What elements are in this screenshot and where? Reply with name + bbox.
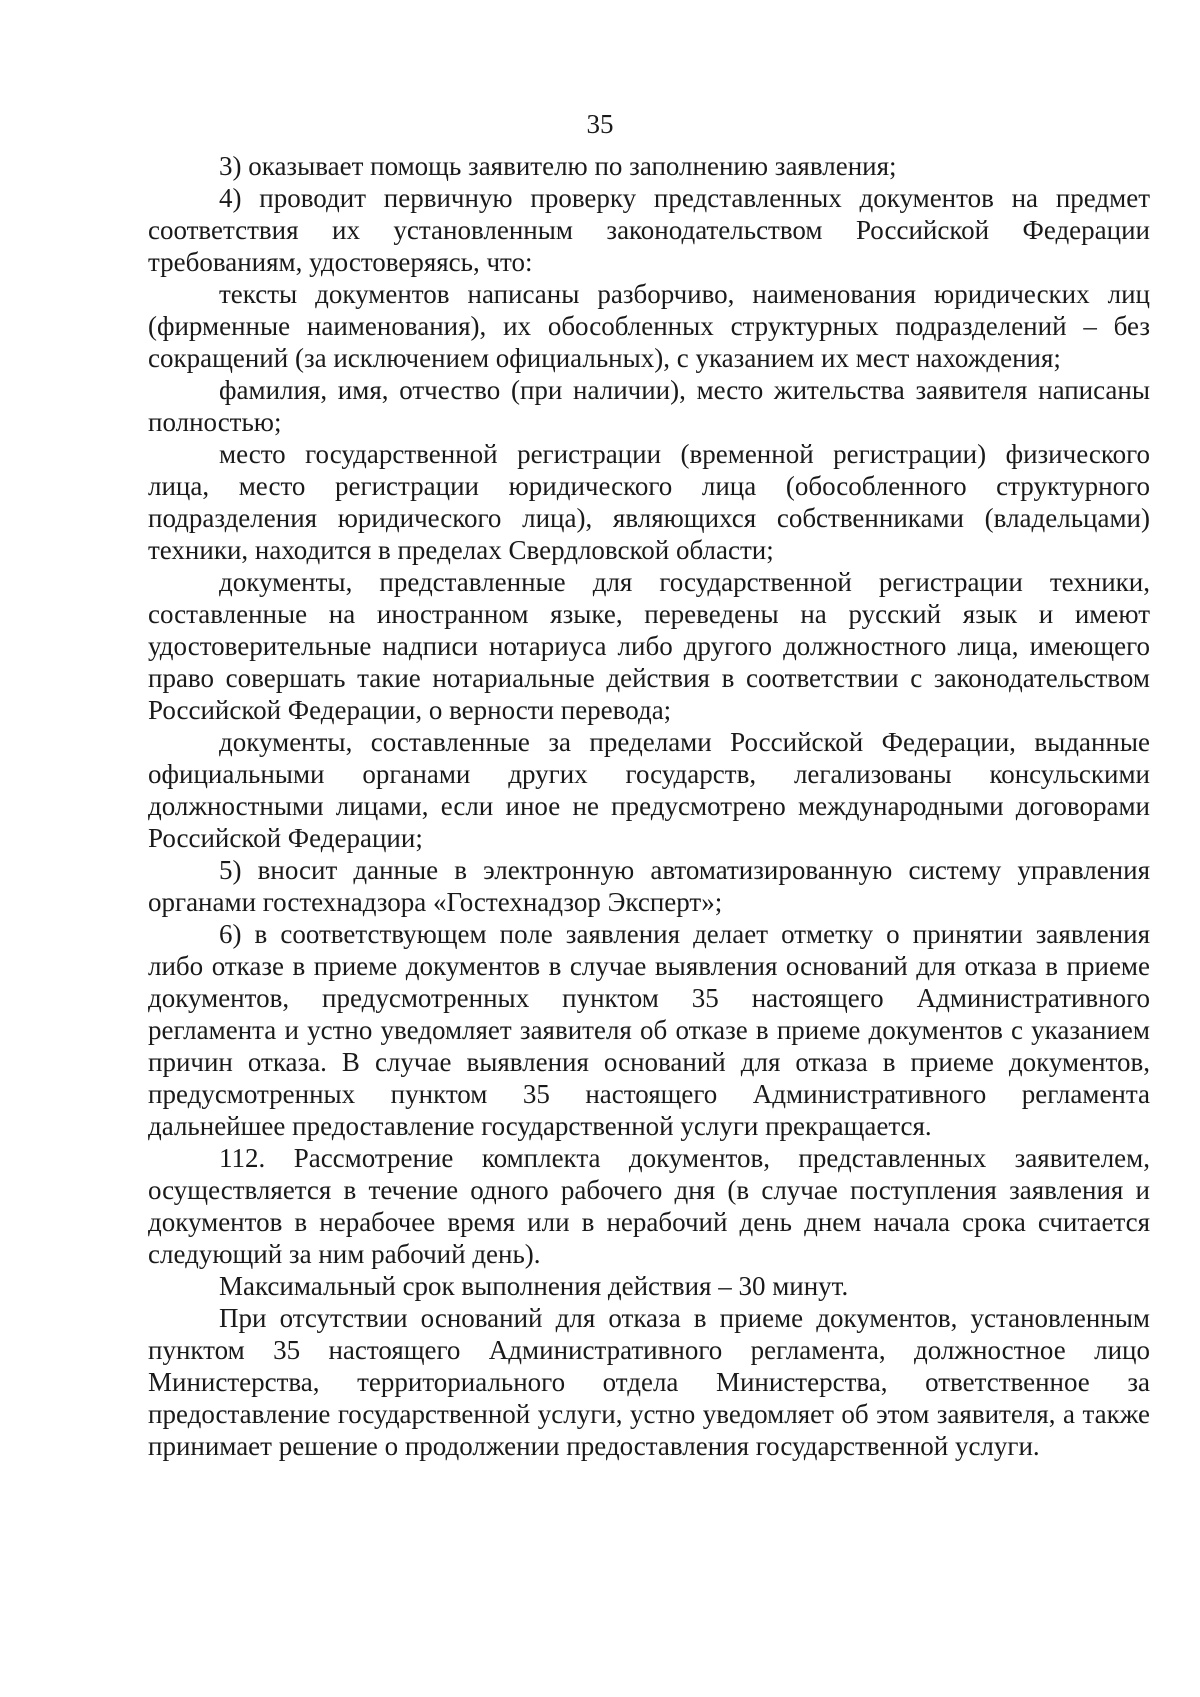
paragraph-item-4: 4) проводит первичную проверку представленных документов на предмет соответствия их установленным законодательством Российской Федерации требованиям, удостоверяясь, что:: [148, 183, 1150, 277]
paragraph-text-legibility: тексты документов написаны разборчиво, наименования юридических лиц (фирменные наименования), их обособленных структурных подразделений – без сокращений (за исключением официальных), с указанием их мест нахождения;: [148, 279, 1150, 373]
page-number: 35: [586, 109, 614, 139]
document-body: [148, 150, 1150, 1462]
paragraph-item-6: 6) в соответствующем поле заявления делает отметку о принятии заявления либо отказе в приеме документов в случае выявления оснований для отказа в приеме документов, предусмотренных пунктом 35 настоящего Административного регламента и устно уведомляет заявителя об отказе в приеме документов с указанием причин отказа. В случае выявления оснований для отказа в приеме документов, предусмотренных пунктом 35 настоящего Административного регламента дальнейшее предоставление государственной услуги прекращается.: [148, 919, 1150, 1141]
paragraph-item-5: 5) вносит данные в электронную автоматизированную систему управления органами гостехнадзора «Гостехнадзор Эксперт»;: [148, 855, 1150, 917]
paragraph-foreign-language-documents: документы, представленные для государственной регистрации техники, составленные на иностранном языке, переведены на русский язык и имеют удостоверительные надписи нотариуса либо другого должностного лица, имеющего право совершать такие нотариальные действия в соответствии с законодательством Российской Федерации, о верности перевода;: [148, 567, 1150, 725]
paragraph-foreign-issued-documents: документы, составленные за пределами Российской Федерации, выданные официальными органами других государств, легализованы консульскими должностными лицами, если иное не предусмотрено международными договорами Российской Федерации;: [148, 727, 1150, 853]
paragraph-section-112: 112. Рассмотрение комплекта документов, представленных заявителем, осуществляется в течение одного рабочего дня (в случае поступления заявления и документов в нерабочее время или в нерабочий день днем начала срока считается следующий за ним рабочий день).: [148, 1143, 1150, 1269]
paragraph-no-grounds-for-refusal: При отсутствии оснований для отказа в приеме документов, установленным пунктом 35 настоящего Административного регламента, должностное лицо Министерства, территориального отдела Министерства, ответственное за предоставление государственной услуги, устно уведомляет об этом заявителя, а также принимает решение о продолжении предоставления государственной услуги.: [148, 1303, 1150, 1461]
paragraph-name-residence: фамилия, имя, отчество (при наличии), место жительства заявителя написаны полностью;: [148, 375, 1150, 437]
paragraph-max-duration: Максимальный срок выполнения действия – 30 минут.: [219, 1271, 849, 1301]
paragraph-registration-place: место государственной регистрации (временной регистрации) физического лица, место регистрации юридического лица (обособленного структурного подразделения юридического лица), являющихся собственниками (владельцами) техники, находится в пределах Свердловской области;: [148, 439, 1150, 565]
paragraph-item-3: 3) оказывает помощь заявителю по заполнению заявления;: [219, 151, 897, 181]
